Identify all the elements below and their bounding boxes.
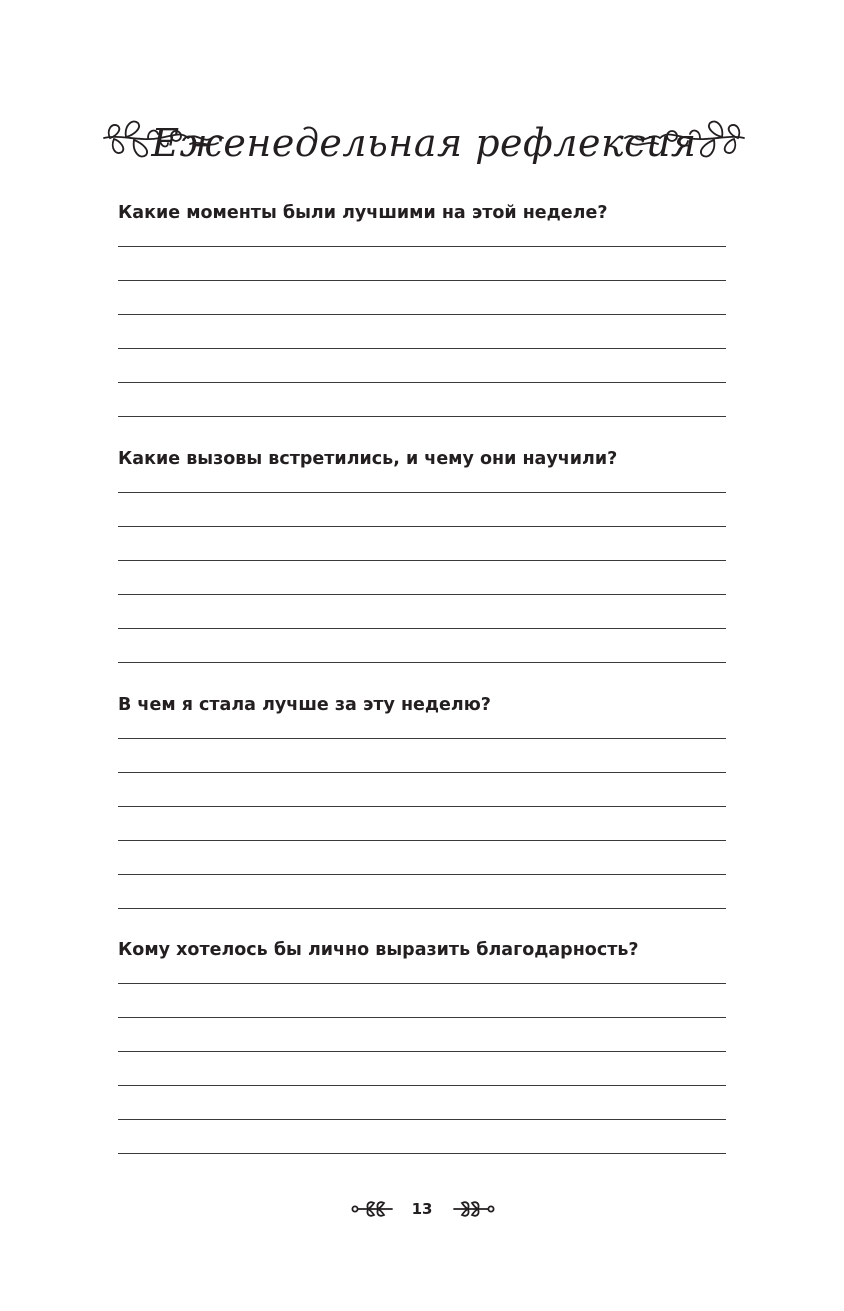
writing-line[interactable] — [118, 772, 726, 773]
writing-line[interactable] — [118, 628, 726, 629]
writing-line[interactable] — [118, 983, 726, 984]
writing-line[interactable] — [118, 1051, 726, 1052]
writing-line[interactable] — [118, 348, 726, 349]
floral-ornament-right-icon — [623, 108, 748, 172]
question-heading: Кому хотелось бы лично выразить благодарность? — [118, 940, 639, 960]
writing-line[interactable] — [118, 382, 726, 383]
question-section-4 — [118, 938, 726, 962]
writing-line[interactable] — [118, 1119, 726, 1120]
question-heading: Какие моменты были лучшими на этой неделе? — [118, 203, 608, 223]
sprig-ornament-right-icon — [452, 1198, 496, 1220]
writing-line[interactable] — [118, 662, 726, 663]
question-section-3 — [118, 693, 726, 717]
page-number: 13 — [411, 1200, 433, 1218]
writing-line[interactable] — [118, 738, 726, 739]
writing-line[interactable] — [118, 246, 726, 247]
writing-line[interactable] — [118, 1085, 726, 1086]
writing-line[interactable] — [118, 280, 726, 281]
writing-line[interactable] — [118, 806, 726, 807]
page-footer — [0, 1196, 844, 1222]
writing-line[interactable] — [118, 874, 726, 875]
writing-line[interactable] — [118, 526, 726, 527]
question-section-1 — [118, 201, 726, 225]
writing-line[interactable] — [118, 1017, 726, 1018]
writing-line[interactable] — [118, 908, 726, 909]
writing-line[interactable] — [118, 1153, 726, 1154]
question-heading: В чем я стала лучше за эту неделю? — [118, 695, 491, 715]
writing-line[interactable] — [118, 314, 726, 315]
writing-line[interactable] — [118, 416, 726, 417]
question-section-2 — [118, 447, 726, 471]
writing-line[interactable] — [118, 560, 726, 561]
page-title: Еженедельная рефлексия — [151, 121, 697, 165]
sprig-ornament-left-icon — [350, 1198, 394, 1220]
writing-line[interactable] — [118, 594, 726, 595]
page-header — [100, 108, 748, 178]
writing-line[interactable] — [118, 840, 726, 841]
writing-line[interactable] — [118, 492, 726, 493]
question-heading: Какие вызовы встретились, и чему они научили? — [118, 449, 618, 469]
